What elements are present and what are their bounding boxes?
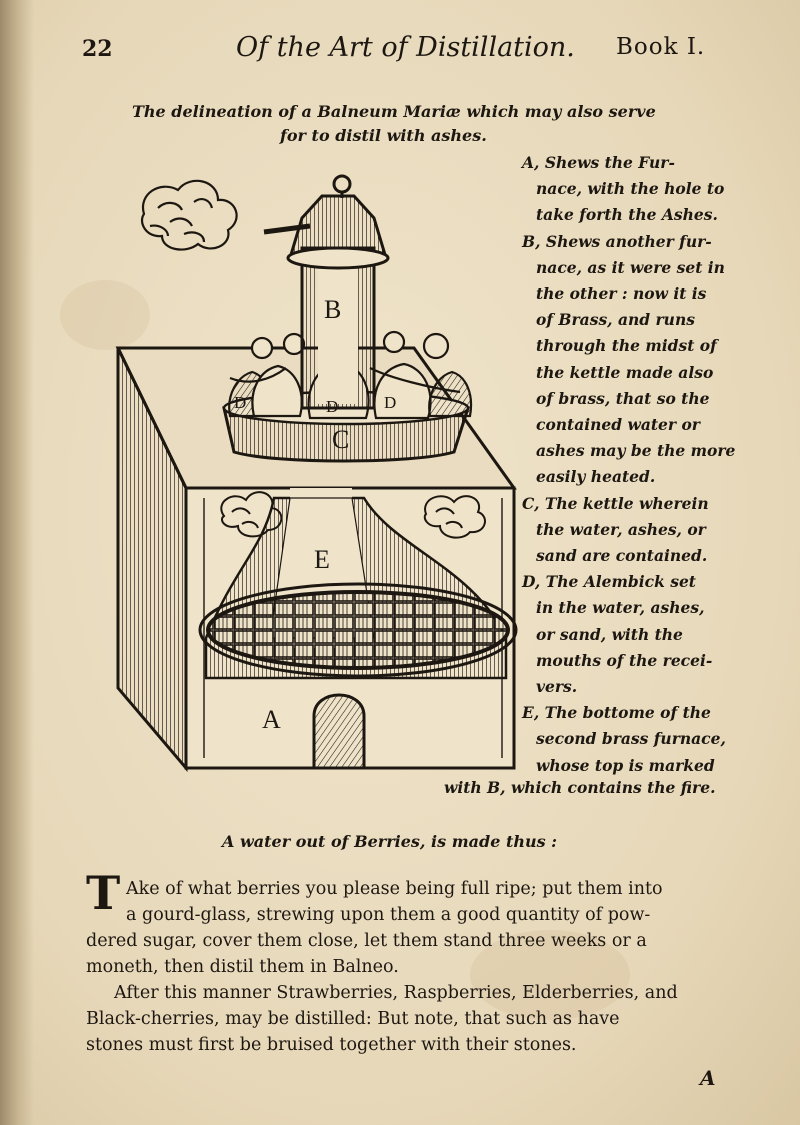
legend-line: nace, as it were set in bbox=[536, 257, 725, 277]
legend-line: vers. bbox=[536, 677, 578, 697]
legend-line: nace, with the hole to bbox=[536, 179, 725, 199]
drop-cap: T bbox=[86, 866, 121, 920]
legend-line: D, The Alembick set bbox=[522, 572, 696, 592]
label-d: D bbox=[326, 397, 339, 416]
legend-line: E, The bottome of the bbox=[522, 703, 711, 723]
legend-line: in the water, ashes, bbox=[536, 598, 705, 618]
caption-line: The delineation of a Balneum Mariæ which may also serve bbox=[132, 102, 656, 121]
page-header bbox=[0, 28, 800, 68]
text-line: stones must first be bruised together with their stones. bbox=[86, 1035, 577, 1055]
recipe-heading: A water out of Berries, is made thus : bbox=[222, 832, 558, 851]
legend-line: the kettle made also bbox=[536, 362, 714, 382]
legend-entry-e bbox=[522, 700, 736, 779]
balneum-mariae-woodcut bbox=[114, 168, 518, 774]
text-line: moneth, then distil them in Balneo. bbox=[86, 957, 399, 977]
legend-line: the water, ashes, or bbox=[536, 519, 706, 539]
legend-entry-b bbox=[522, 229, 736, 491]
catchword: A bbox=[700, 1066, 716, 1090]
chimney-smoke bbox=[142, 181, 310, 250]
legend-line: whose top is marked bbox=[536, 755, 715, 775]
legend-line: or sand, with the bbox=[536, 624, 683, 644]
legend-line: easily heated. bbox=[536, 467, 656, 487]
legend-line: take forth the Ashes. bbox=[536, 205, 718, 225]
book-indicator: Book I. bbox=[616, 34, 706, 60]
legend-line: with B, which contains the fire. bbox=[444, 778, 716, 797]
label-c: C bbox=[332, 425, 350, 454]
legend-entry-a bbox=[522, 150, 736, 229]
caption-line: for to distil with ashes. bbox=[280, 126, 487, 145]
page-gutter-shadow bbox=[0, 0, 34, 1125]
paragraph bbox=[86, 876, 726, 980]
legend-line: through the midst of bbox=[536, 336, 717, 356]
running-title: Of the Art of Distillation. bbox=[236, 32, 575, 63]
legend-entry-d bbox=[522, 569, 736, 700]
figure-caption bbox=[120, 100, 700, 148]
paragraph bbox=[86, 980, 726, 1058]
text-line: a gourd-glass, strewing upon them a good quantity of pow- bbox=[126, 905, 651, 925]
text-line: dered sugar, cover them close, let them stand three weeks or a bbox=[86, 931, 647, 951]
legend-line: second brass furnace, bbox=[536, 729, 726, 749]
legend-line: of brass, that so the bbox=[536, 388, 710, 408]
legend-line: ashes may be the more bbox=[536, 441, 736, 461]
label-e: E bbox=[314, 545, 330, 574]
column-b bbox=[288, 176, 388, 408]
label-a: A bbox=[262, 705, 281, 734]
legend-line: mouths of the recei- bbox=[536, 650, 713, 670]
legend-entry-c bbox=[522, 491, 736, 570]
text-line: Ake of what berries you please being full ripe; put them into bbox=[126, 879, 663, 899]
legend-line: contained water or bbox=[536, 415, 700, 435]
figure-legend bbox=[522, 150, 736, 779]
ash-door bbox=[314, 695, 364, 768]
grate bbox=[208, 592, 508, 668]
legend-line: sand are contained. bbox=[536, 546, 708, 566]
legend-line: B, Shews another fur- bbox=[522, 231, 712, 251]
legend-line: the other : now it is bbox=[536, 284, 707, 304]
legend-line: A, Shews the Fur- bbox=[522, 153, 675, 172]
label-d: D bbox=[384, 393, 397, 412]
page-number: 22 bbox=[82, 36, 113, 62]
body-text bbox=[86, 876, 726, 1058]
label-b: B bbox=[324, 295, 342, 324]
legend-line: C, The kettle wherein bbox=[522, 493, 709, 513]
legend-line: of Brass, and runs bbox=[536, 310, 695, 330]
text-line: Black-cherries, may be distilled: But note, that such as have bbox=[86, 1009, 620, 1029]
text-line: After this manner Strawberries, Raspberries, Elderberries, and bbox=[114, 983, 678, 1003]
woodcut-illustration bbox=[114, 168, 518, 774]
label-d: D bbox=[234, 393, 247, 412]
